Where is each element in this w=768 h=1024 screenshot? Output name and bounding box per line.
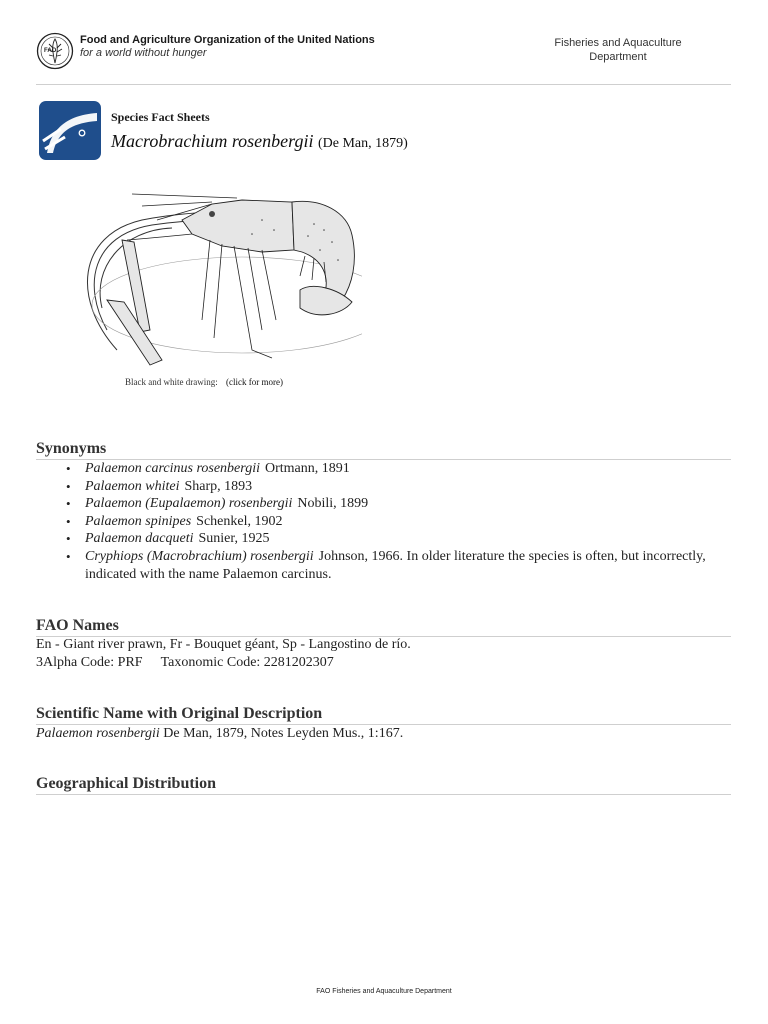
svg-text:FAO: FAO — [44, 48, 57, 54]
synonyms-list — [85, 460, 715, 583]
species-authority: (De Man, 1879) — [317, 136, 408, 151]
synonym-citation: Nobili, 1899 — [297, 496, 369, 512]
synonym-name: Palaemon (Eupalaemon) rosenbergii — [85, 496, 293, 512]
drawing-caption — [125, 377, 283, 387]
taxonomic-code: Taxonomic Code: 2281202307 — [160, 655, 334, 670]
page-header — [36, 32, 731, 85]
fao-codes-line — [36, 654, 726, 672]
org-block — [80, 34, 375, 59]
fao-logo-icon[interactable] — [36, 32, 74, 70]
synonyms-heading: Synonyms — [36, 439, 731, 460]
page-footer: FAO Fisheries and Aquaculture Department — [316, 988, 452, 995]
section-label: Species Fact Sheets — [111, 110, 210, 124]
synonym-name: Palaemon whitei — [85, 478, 180, 494]
alpha-code: 3Alpha Code: PRF — [36, 655, 143, 670]
caption-text: Black and white drawing: — [125, 377, 218, 387]
synonym-item — [85, 530, 715, 548]
species-fact-sheet-logo-icon — [39, 101, 101, 160]
synonym-citation: Sharp, 1893 — [184, 478, 253, 494]
synonym-citation: Sunier, 1925 — [198, 531, 270, 547]
species-title — [111, 131, 408, 152]
synonym-item — [85, 478, 715, 496]
original-description-heading: Scientific Name with Original Description — [36, 704, 731, 725]
original-citation: De Man, 1879, Notes Leyden Mus., 1:167. — [163, 726, 404, 741]
original-name: Palaemon rosenbergii — [36, 726, 160, 741]
synonym-citation: Johnson, 1966. In older literature the species is often, but incorrectly, indicated with the name Palaemon carcinus. — [85, 548, 706, 582]
department-name: Fisheries and Aquaculture Department — [554, 37, 682, 63]
synonym-name: Cryphiops (Macrobrachium) rosenbergii — [85, 548, 314, 564]
click-for-more-link[interactable]: (click for more) — [225, 377, 283, 387]
synonym-name: Palaemon spinipes — [85, 513, 192, 529]
original-description-line — [36, 725, 726, 743]
synonym-name: Palaemon dacqueti — [85, 531, 194, 547]
synonym-item — [85, 460, 715, 478]
synonym-item — [85, 548, 715, 583]
synonym-citation: Ortmann, 1891 — [264, 461, 350, 476]
geographical-distribution-heading: Geographical Distribution — [36, 774, 731, 795]
org-name: Food and Agriculture Organization of the United Nations — [80, 34, 375, 46]
fao-names-line: En - Giant river prawn, Fr - Bouquet géant, Sp - Langostino de río. — [36, 637, 411, 652]
fao-names-heading: FAO Names — [36, 616, 731, 637]
synonym-name: Palaemon carcinus rosenbergii — [85, 461, 260, 476]
synonym-citation: Schenkel, 1902 — [196, 513, 283, 529]
shrimp-drawing[interactable] — [62, 190, 362, 372]
synonym-item — [85, 513, 715, 531]
org-tagline: for a world without hunger — [80, 47, 207, 59]
synonym-item — [85, 495, 715, 513]
scientific-name: Macrobrachium rosenbergii — [111, 131, 314, 151]
